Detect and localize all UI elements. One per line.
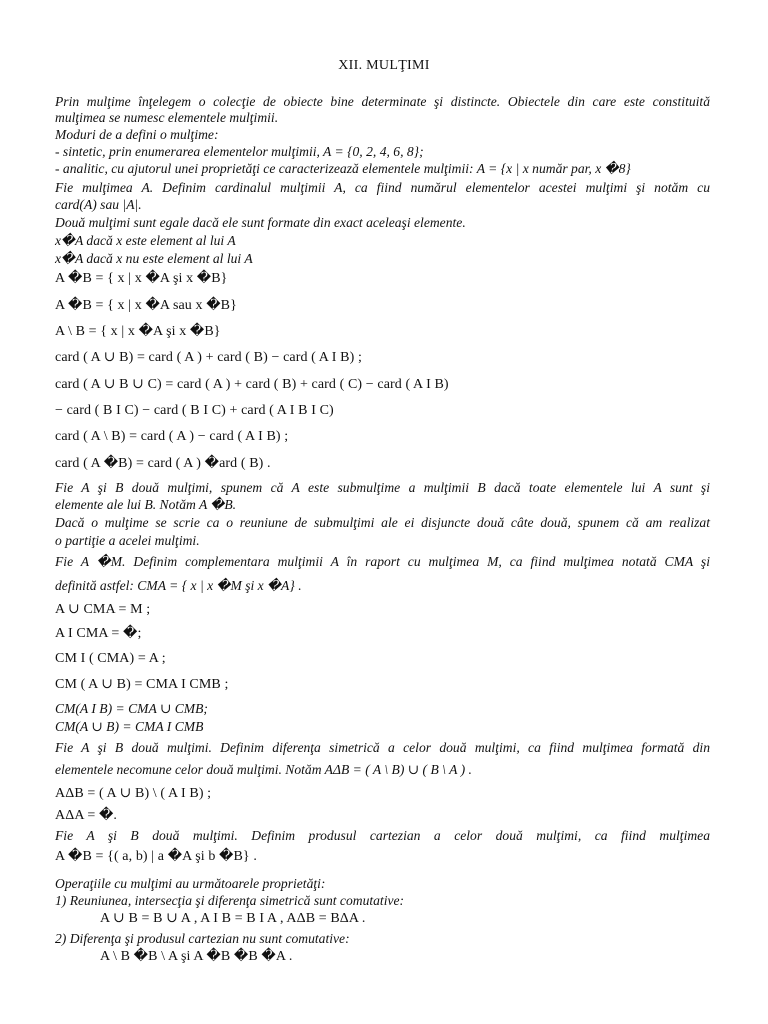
paragraph-line: Fie mulţimea A. Definim cardinalul mulţimii A, ca fiind numărul elementelor acestei mulţimi şi notăm cu bbox=[55, 180, 710, 195]
page-title: XII. MULŢIMI bbox=[338, 58, 430, 73]
formula-line: AΔB = ( A ∪ B) \ ( A I B) ; bbox=[55, 786, 212, 801]
paragraph-line: elementele necomune celor două mulţimi. Notăm AΔB = ( A \ B) ∪ ( B \ A ) . bbox=[55, 762, 472, 777]
paragraph-line: card(A) sau |A|. bbox=[55, 197, 142, 212]
paragraph-line: x�A dacă x este element al lui A bbox=[55, 233, 236, 248]
paragraph-line: Fie A şi B două mulţimi. Definim produsul cartezian a celor două mulţimi, ca fiind mulţimea bbox=[55, 828, 710, 843]
formula-line: CM(A I B) = CMA ∪ CMB; bbox=[55, 701, 208, 716]
paragraph-line: Dacă o mulţime se scrie ca o reuniune de submulţimi ale ei disjuncte două câte două, spunem că am realizat bbox=[55, 515, 710, 530]
paragraph-line: o partiţie a acelei mulţimi. bbox=[55, 533, 200, 548]
formula-line: A ∪ CMA = M ; bbox=[55, 602, 151, 617]
paragraph-line: 1) Reuniunea, intersecţia şi diferenţa simetrică sunt comutative: bbox=[55, 893, 405, 908]
formula-line: CM I ( CMA) = A ; bbox=[55, 651, 166, 666]
paragraph-line: - sintetic, prin enumerarea elementelor mulţimii, A = {0, 2, 4, 6, 8}; bbox=[55, 144, 424, 159]
formula-line: AΔA = �. bbox=[55, 808, 118, 823]
formula-line: − card ( B I C) − card ( B I C) + card ( A I B I C) bbox=[55, 403, 334, 418]
formula-line: CM ( A ∪ B) = CMA I CMB ; bbox=[55, 677, 229, 692]
paragraph-line: Operaţiile cu mulţimi au următoarele proprietăţi: bbox=[55, 876, 326, 891]
paragraph-line: Fie A şi B două mulţimi, spunem că A este submulţime a mulţimii B dacă toate elementele lui A sunt şi bbox=[55, 480, 710, 495]
paragraph-line: Fie A �M. Definim complementara mulţimii A în raport cu mulţimea M, ca fiind mulţimea notată CMA şi bbox=[55, 554, 710, 569]
formula-line: A �B = { x | x �A şi x �B} bbox=[55, 271, 228, 286]
paragraph-line: Moduri de a defini o mulţime: bbox=[55, 127, 219, 142]
paragraph-line: - analitic, cu ajutorul unei proprietăţi ce caracterizează elementele mulţimii: A = {x | x număr par, x �8} bbox=[55, 161, 631, 176]
paragraph-line: elemente ale lui B. Notăm A �B. bbox=[55, 497, 237, 512]
formula-line: card ( A �B) = card ( A ) �ard ( B) . bbox=[55, 456, 271, 471]
paragraph-line: Prin mulţime înţelegem o colecţie de obiecte bine determinate şi distincte. Obiectele din care este constituită bbox=[55, 94, 710, 109]
paragraph-line: definită astfel: CMA = { x | x �M şi x �A} . bbox=[55, 578, 302, 593]
formula-line: A �B = {( a, b) | a �A şi b �B} . bbox=[55, 849, 257, 864]
formula-line: card ( A \ B) = card ( A ) − card ( A I B) ; bbox=[55, 429, 289, 444]
formula-line: A �B = { x | x �A sau x �B} bbox=[55, 298, 237, 313]
paragraph-line: x�A dacă x nu este element al lui A bbox=[55, 251, 253, 266]
paragraph-line: mulţimea se numesc elementele mulţimii. bbox=[55, 110, 279, 125]
paragraph-line: Fie A şi B două mulţimi. Definim diferenţa simetrică a celor două mulţimi, ca fiind mulţimea formată din bbox=[55, 740, 710, 755]
formula-line: card ( A ∪ B ∪ C) = card ( A ) + card ( B) + card ( C) − card ( A I B) bbox=[55, 377, 449, 392]
formula-line: A I CMA = �; bbox=[55, 626, 142, 641]
paragraph-line: Două mulţimi sunt egale dacă ele sunt formate din exact aceleaşi elemente. bbox=[55, 215, 466, 230]
formula-line: A \ B = { x | x �A şi x �B} bbox=[55, 324, 221, 339]
formula-line: CM(A ∪ B) = CMA I CMB bbox=[55, 719, 204, 734]
formula-line: A \ B �B \ A şi A �B �B �A . bbox=[100, 949, 293, 964]
formula-line: card ( A ∪ B) = card ( A ) + card ( B) − card ( A I B) ; bbox=[55, 350, 362, 365]
paragraph-line: 2) Diferenţa şi produsul cartezian nu sunt comutative: bbox=[55, 931, 350, 946]
formula-line: A ∪ B = B ∪ A , A I B = B I A , AΔB = BΔA . bbox=[100, 911, 366, 926]
